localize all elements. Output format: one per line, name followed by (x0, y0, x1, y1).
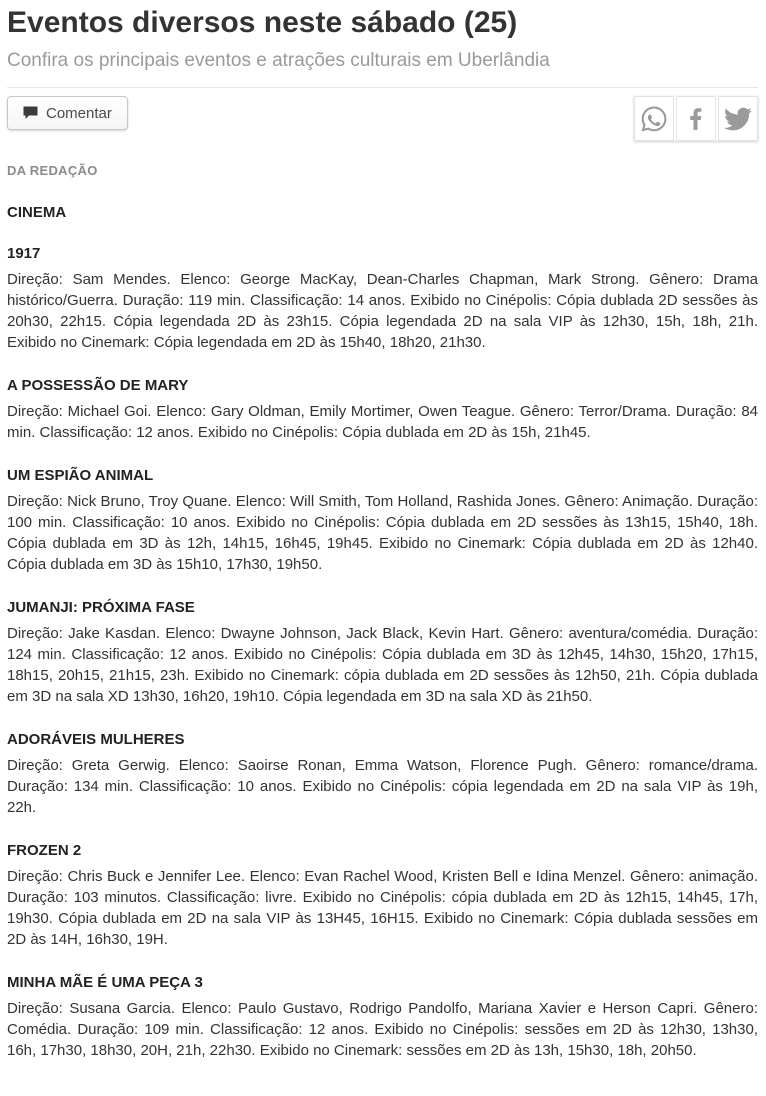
twitter-icon (724, 105, 752, 133)
page-subtitle: Confira os principais eventos e atrações culturais em Uberlândia (7, 50, 550, 71)
movie-description: Direção: Susana Garcia. Elenco: Paulo Gustavo, Rodrigo Pandolfo, Mariana Xavier e Herson Capri. Gênero: Comédia. Duração: 109 min. Classificação: 12 anos. Exibido no Cinépolis: sessões em 2D às 12h30, 13h30, 16h, 17h30, 18h30, 20H, 21h, 22h30. Exibido no Cinemark: sessões em 2D às 13h, 15h30, 18h, 20h50. (7, 1000, 758, 1059)
header-divider (7, 87, 758, 88)
movie-title: FROZEN 2 (7, 842, 82, 859)
byline: DA REDAÇÃO (7, 163, 98, 178)
movie-listing (7, 974, 758, 1061)
facebook-icon (683, 106, 709, 132)
movie-title: 1917 (7, 245, 41, 262)
section-heading-cinema: CINEMA (7, 204, 67, 221)
movie-title: UM ESPIÃO ANIMAL (7, 467, 154, 484)
movie-title: A POSSESSÃO DE MARY (7, 377, 189, 394)
movie-title: JUMANJI: PRÓXIMA FASE (7, 599, 195, 616)
twitter-share-button[interactable] (718, 96, 758, 141)
facebook-share-button[interactable] (676, 96, 716, 141)
movie-description: Direção: Sam Mendes. Elenco: George MacKay, Dean-Charles Chapman, Mark Strong. Gênero: Drama histórico/Guerra. Duração: 119 min. Classificação: 14 anos. Exibido no Cinépolis: Cópia dublada 2D sessões às 20h30, 22h15. Cópia legendada 2D às 23h15. Cópia legendada 2D na sala VIP às 12h30, 15h, 18h, 21h. Exibido no Cinemark: Cópia legendada em 2D às 15h40, 18h20, 21h30. (7, 271, 758, 351)
movie-listing (7, 842, 758, 950)
movie-title: MINHA MÃE É UMA PEÇA 3 (7, 974, 203, 991)
movie-listing (7, 377, 758, 443)
movie-description: Direção: Chris Buck e Jennifer Lee. Elenco: Evan Rachel Wood, Kristen Bell e Idina Menzel. Gênero: animação. Duração: 103 minutos. Classificação: livre. Exibido no Cinépolis: cópia dublada em 2D às 12h15, 14h45, 17h, 19h30. Cópia dublada em 2D na sala VIP às 13H45, 16H15. Exibido no Cinemark: Cópia dublada sessões em 2D às 14H, 16h30, 19H. (7, 868, 758, 948)
movie-listing (7, 245, 758, 353)
share-button-group (634, 96, 758, 141)
movie-description: Direção: Jake Kasdan. Elenco: Dwayne Johnson, Jack Black, Kevin Hart. Gênero: aventura/comédia. Duração: 124 min. Classificação: 12 anos. Exibido no Cinépolis: Cópia dublada em 3D às 12h45, 14h30, 15h20, 17h15, 18h15, 20h15, 21h15, 23h. Exibido no Cinemark: cópia dublada em 2D sessões às 12h50, 21h. Cópia dublada em 3D na sala XD 13h30, 16h20, 19h10. Cópia legendada em 3D na sala XD às 21h50. (7, 625, 758, 705)
comment-button[interactable] (7, 96, 128, 130)
movie-listing (7, 599, 758, 707)
speech-bubble-icon (23, 106, 38, 120)
toolbar (7, 96, 758, 144)
whatsapp-share-button[interactable] (634, 96, 674, 141)
page-title: Eventos diversos neste sábado (25) (7, 6, 518, 39)
movie-description: Direção: Greta Gerwig. Elenco: Saoirse Ronan, Emma Watson, Florence Pugh. Gênero: romance/drama. Duração: 134 min. Classificação: 10 anos. Exibido no Cinépolis: cópia legendada em 2D na sala VIP às 19h, 22h. (7, 757, 758, 816)
movie-description: Direção: Michael Goi. Elenco: Gary Oldman, Emily Mortimer, Owen Teague. Gênero: Terror/Drama. Duração: 84 min. Classificação: 12 anos. Exibido no Cinépolis: Cópia dublada em 2D às 15h, 21h45. (7, 403, 758, 441)
whatsapp-icon (639, 104, 669, 134)
comment-button-label: Comentar (46, 104, 112, 122)
movie-description: Direção: Nick Bruno, Troy Quane. Elenco: Will Smith, Tom Holland, Rashida Jones. Gênero: Animação. Duração: 100 min. Classificação: 10 anos. Exibido no Cinépolis: Cópia dublada em 2D sessões às 13h15, 15h40, 18h. Cópia dublada em 3D às 12h, 14h15, 16h45, 19h45. Exibido no Cinemark: Cópia dublada em 2D às 12h40. Cópia dublada em 3D às 15h10, 17h30, 19h50. (7, 493, 758, 573)
movie-listing (7, 467, 758, 575)
movie-title: ADORÁVEIS MULHERES (7, 731, 185, 748)
movie-listing (7, 731, 758, 818)
